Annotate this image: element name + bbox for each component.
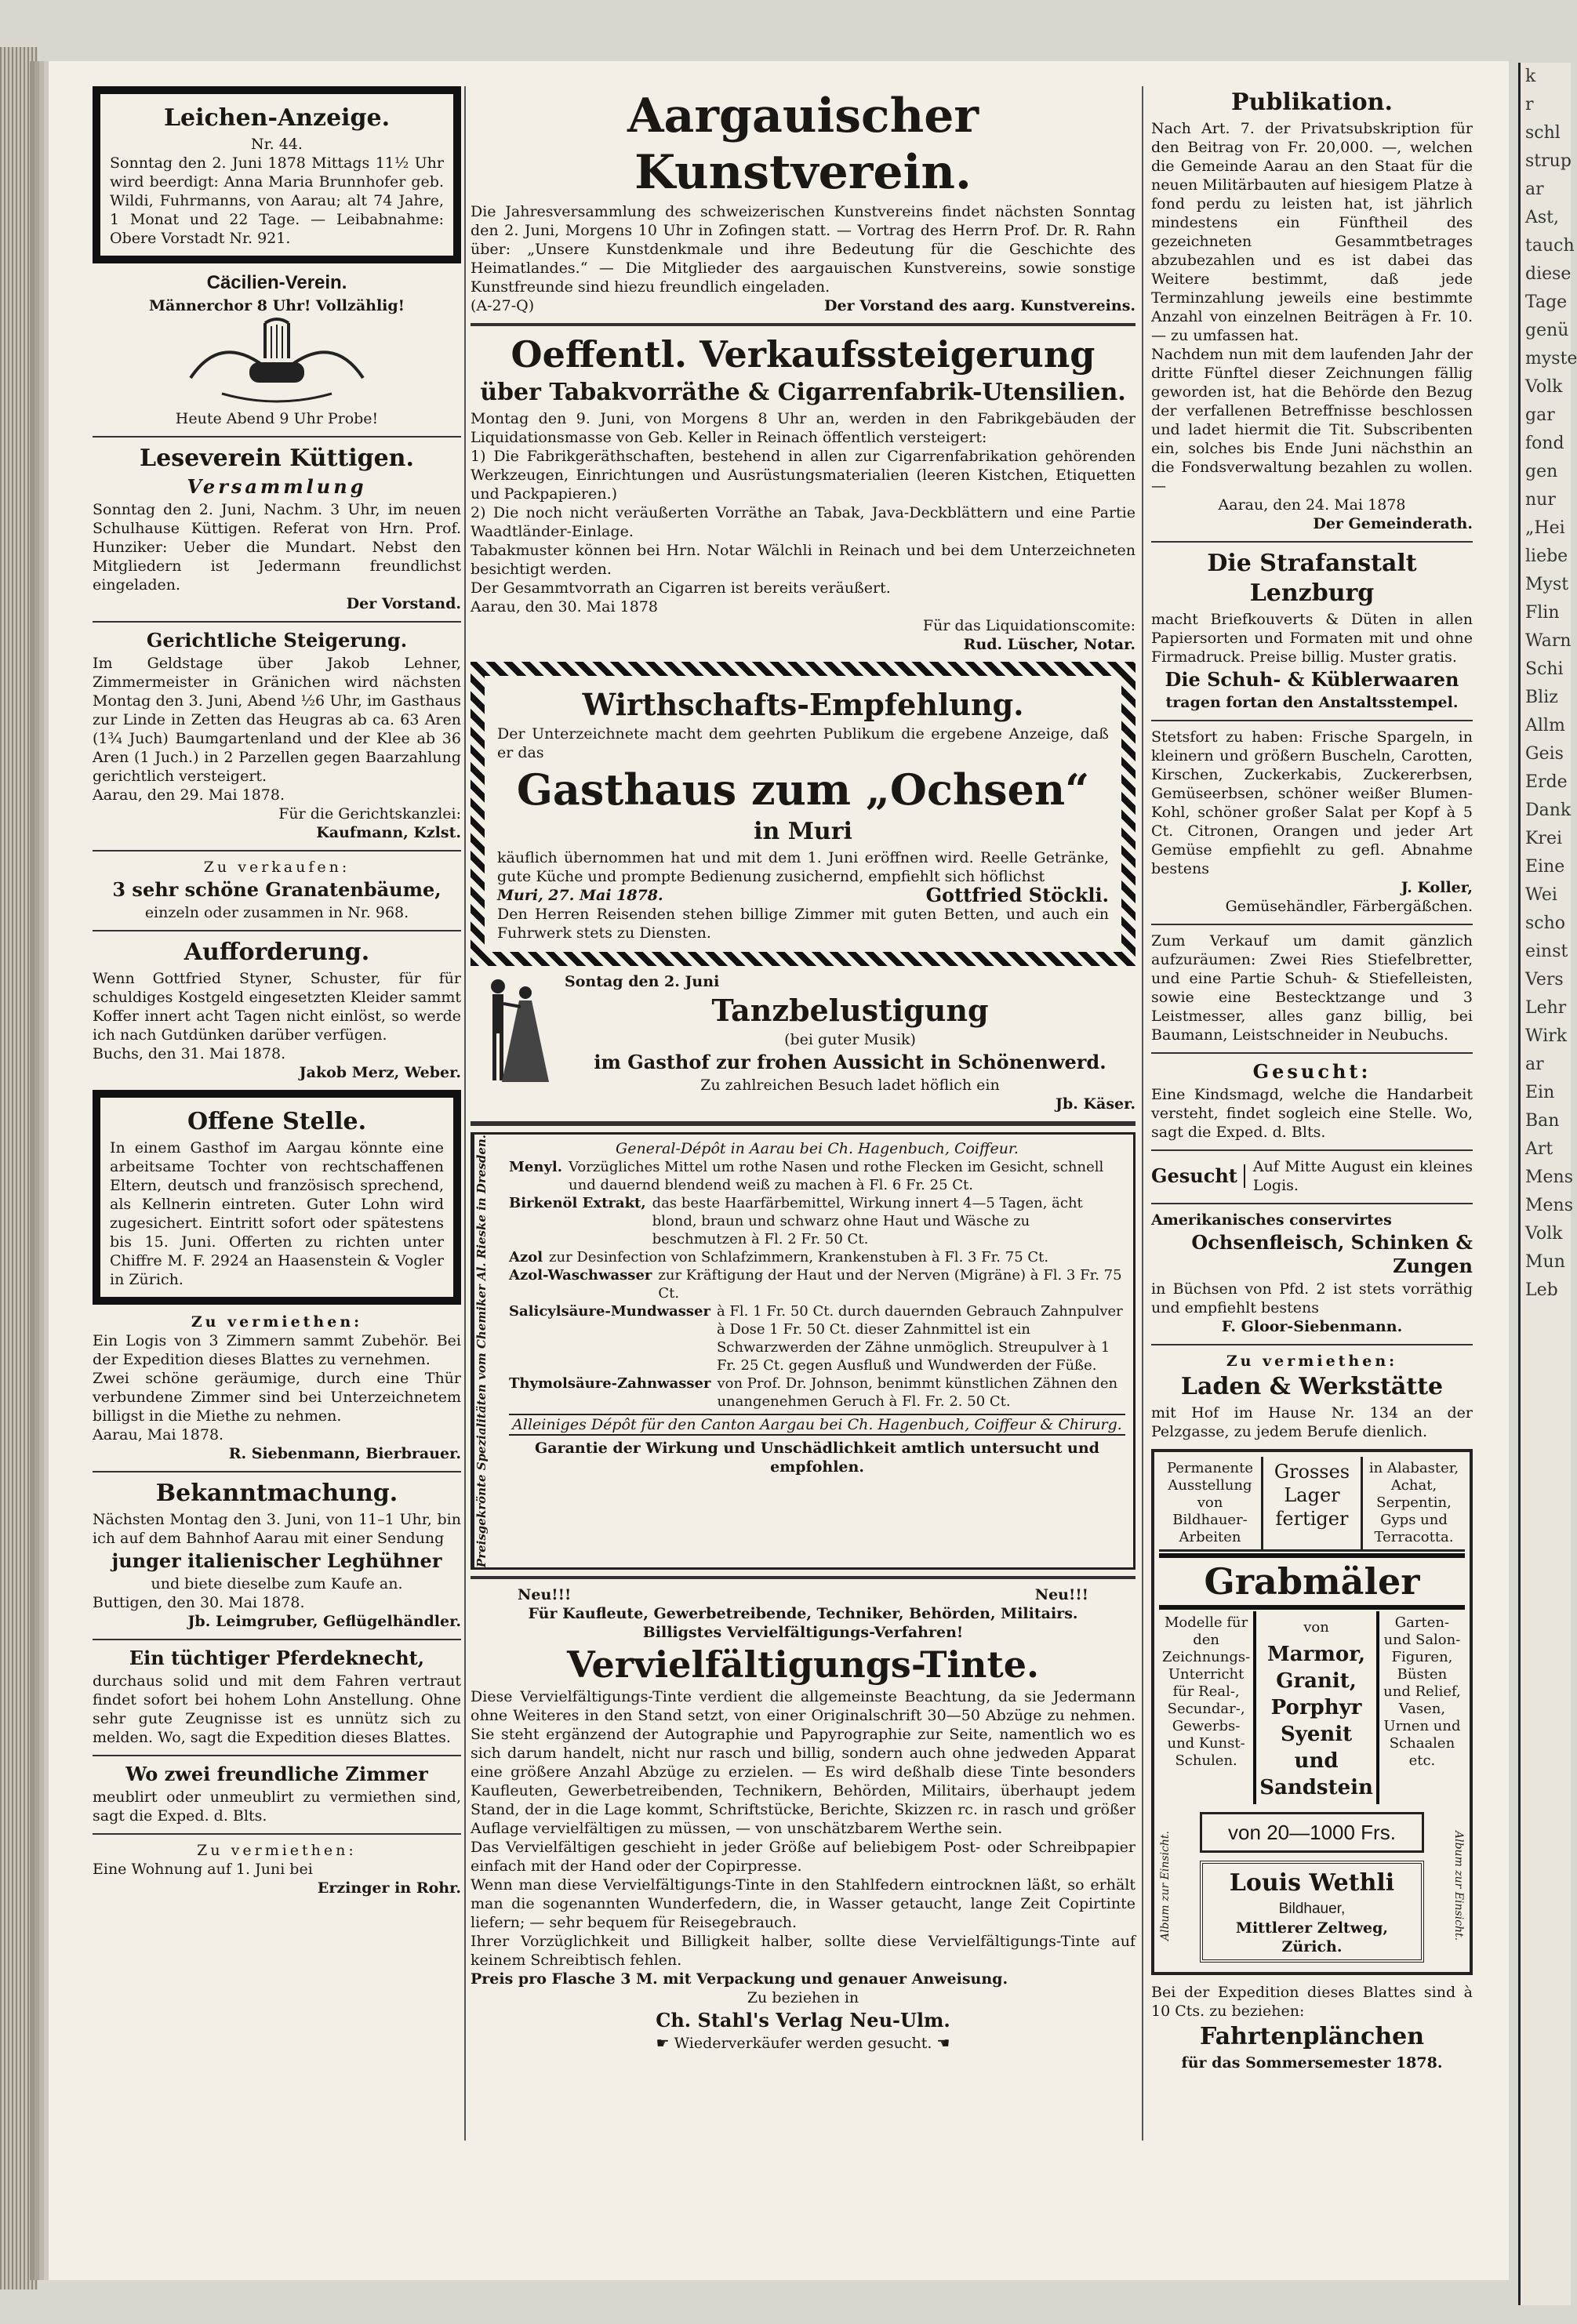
depot-item-name: Salicylsäure-Mundwasser [509, 1303, 710, 1320]
pointing-hand-icon: ☚ [932, 2035, 950, 2053]
depot-item [509, 1158, 1125, 1194]
grab-name: Louis Wethli [1229, 1869, 1395, 1897]
bekannt-mid: junger italienischer Leghühner [111, 1549, 442, 1572]
pferd-title: Ein tüchtiger Pferdeknecht, [129, 1647, 425, 1669]
tanz-pre: Sontag den 2. Juni [565, 973, 720, 990]
obituary-title: Leichen-Anzeige. [163, 104, 391, 132]
fahrplan-sub: für das Sommersemester 1878. [1181, 2054, 1443, 2072]
edge-fragment: ar [1525, 1055, 1544, 1074]
grab-addr: Mittlerer Zeltweg, Zürich. [1235, 1919, 1389, 1955]
caecilien-footer: Heute Abend 9 Uhr Probe! [175, 410, 379, 427]
edge-fragment: Volk [1525, 1224, 1563, 1244]
depot-item-name: Thymolsäure-Zahnwasser [509, 1375, 711, 1392]
leseverein-sub: Versammlung [187, 475, 367, 498]
depot-side-label: Preisgekrönte Spezialitäten vom Chemiker Al. Rieske in Dresden. [473, 1135, 501, 1567]
edge-fragment: Ban [1525, 1111, 1560, 1131]
depot-item-name: Azol [509, 1249, 543, 1265]
depot-item-name: Birkenöl Extrakt, [509, 1195, 646, 1211]
kindsmagd-ad [1151, 1060, 1473, 1142]
grab-title: Grabmäler [1159, 1553, 1465, 1610]
granat-pre: Zu verkaufen: [203, 859, 351, 876]
steigerung-sign1: Für die Gerichtskanzlei: [278, 805, 461, 822]
logis2-title: Gesucht [1151, 1164, 1245, 1188]
left-column [93, 86, 461, 1905]
laden-title: Laden & Werkstätte [1180, 1373, 1444, 1400]
grab-left: Modelle für den Zeichnungs-Unterricht für Real-, Secundar-, Gewerbs- und Kunst-Schulen. [1162, 1614, 1251, 1769]
edge-fragment: Geis [1525, 744, 1564, 764]
grab-top-mid: Grosses Lager fertiger [1261, 1457, 1363, 1549]
baumann-ad [1151, 931, 1473, 1044]
handshake-lyre-emblem-icon [93, 315, 461, 409]
fleisch-ad [1151, 1211, 1473, 1336]
logis-ad [93, 1313, 461, 1463]
grab-top-right: in Alabaster, Achat, Serpentin, Gyps und Terracotta. [1368, 1460, 1459, 1545]
grab-mid-pre: von [1303, 1619, 1329, 1636]
ochsen-text3: Den Herren Reisenden stehen billige Zimmer mit guten Betten, und auch ein Fuhrwerk stets zu Diensten. [497, 906, 1109, 942]
tinte-foot [471, 2034, 1136, 2053]
bekannt-title: Bekanntmachung. [155, 1480, 398, 1507]
wohnung-ad [93, 1841, 461, 1897]
steigerung-sign2: Kaufmann, Kzlst. [316, 824, 461, 841]
depot-item-text: zur Desinfection von Schlafzimmern, Krankenstuben à Fl. 3 Fr. 75 Ct. [549, 1249, 1049, 1265]
edge-fragment: Ast, [1525, 208, 1560, 227]
tinte-text4: Ihrer Vorzüglichkeit und Billigkeit halber, sollte diese Vervielfältigungs-Tinte auf keinem Schreibtisch fehlen. [471, 1933, 1136, 1970]
lenzburg-title: Die Strafanstalt Lenzburg [1207, 550, 1417, 607]
edge-fragment: Flin [1525, 603, 1560, 623]
logis-date: Aarau, Mai 1878. [93, 1426, 224, 1443]
publikation-text2: Nachdem nun mit dem laufenden Jahr der dritte Fünftel dieser Zeichnungen fällig geworden ist, hat die Behörde den Bezug der verfallenen Betreffnisse beschlossen und ladet hiermit die Tit. Subscribenten ein, solches bis Ende Juni nächsthin an die Fondsverwaltung bezahlen zu wollen. — [1151, 346, 1473, 495]
tinte-foot-text: Wiederverkäufer werden gesucht. [674, 2035, 932, 2053]
wohnung-pre: Zu vermiethen: [197, 1842, 357, 1859]
edge-fragment: Mens [1525, 1196, 1574, 1215]
kunstverein-text: Die Jahresversammlung des schweizerischen Kunstvereins findet nächsten Sonntag den 2. Juni, Morgens 10 Uhr in Zofingen statt. — Vortrag des Herrn Prof. Dr. R. Rahn über: „Unsere Kunstdenkmale und ihre Bedeutung für die Geschichte des Heimatlandes.“ — Die Mitglieder des aargauischen Kunstvereins, sowie sonstige Kunstfreunde sind hiezu freundlich eingeladen. [471, 203, 1136, 296]
schuh-title: Die Schuh- & Küblerwaaren [1165, 668, 1459, 691]
publikation-date: Aarau, den 24. Mai 1878 [1218, 496, 1406, 514]
tinte-price: Preis pro Flasche 3 M. mit Verpackung und genauer Anweisung. [471, 1970, 1008, 1988]
edge-fragment: einst [1525, 942, 1568, 961]
verkauf-title: Oeffentl. Verkaufssteigerung [511, 333, 1096, 376]
tanz-place: im Gasthof zur frohen Aussicht in Schönenwerd. [594, 1051, 1106, 1073]
kunstverein-sign: Der Vorstand des aarg. Kunstvereins. [824, 297, 1136, 314]
tanz-sub: (bei guter Musik) [784, 1031, 916, 1048]
dancing-couple-icon [471, 972, 557, 1090]
edge-fragment: Mun [1525, 1252, 1565, 1272]
bekannt-ad [93, 1479, 461, 1631]
edge-fragment: schl [1525, 123, 1561, 143]
caecilien-sub: Männerchor 8 Uhr! Vollzählig! [148, 297, 405, 314]
wohnung-sign: Erzinger in Rohr. [317, 1879, 461, 1897]
tinte-title: Vervielfältigungs-Tinte. [567, 1643, 1039, 1687]
edge-fragment: liebe [1525, 547, 1568, 566]
grab-mid [1253, 1611, 1379, 1804]
middle-column [471, 86, 1136, 2061]
edge-fragment: tauch [1525, 236, 1575, 256]
fleisch-title: Ochsenfleisch, Schinken & Zungen [1191, 1231, 1473, 1277]
tinte-text1: Diese Vervielfältigungs-Tinte verdient die allgemeinste Beachtung, da sie Jedermann ohne Weiteres in den Stand setzt, von einer Originalschrift 30—50 Abzüge zu nehmen. Sie steht ergänzend der Autographie und Papyrographie zur Seite, namentlich wo es sich darum handelt, nicht nur rasch und billig, sondern auch ohne jedweden Apparat eine größere Anzahl Abzüge zu erzielen. — Es wird deßhalb diese Tinte besonders Kaufleuten, Gewerbetreibenden, Technikern, Behörden, Militairs, überhaupt jedem Stand, der in die Lage kommt, Schriftstücke, Berichte, Skizzen rc. in rasch und größer Auflage vervielfältigen zu müssen, — von unschätzbarem Werthe sein. [471, 1688, 1136, 1838]
logis-text1: Ein Logis von 3 Zimmern sammt Zubehör. Bei der Expedition dieses Blattes zu vernehmen. [93, 1332, 461, 1368]
publikation-text: Nach Art. 7. der Privatsubskription für den Beitrag von Fr. 20,000. —, welchen die Gemeinde Aarau an den Staat für die neuen Militärbauten auf hiesigem Platze à fond perdu zu leisten hat, ist jährlich mindestens ein Fünftheil des gezeichneten Gesammtbetrages abzubezahlen und es ist dabei das Weitere bestimmt, daß jede Terminzahlung jeweils eine bestimmte Anzahl von einzelnen Beiträgen à Fr. 10. — zu umfassen hat. [1151, 120, 1473, 344]
depot-item-text: von Prof. Dr. Johnson, benimmt künstlichen Zähnen den unangenehmen Geruch à Fl. Fr. 2. 50 Ct. [717, 1375, 1118, 1410]
verkauf-text3: Der Gesammtvorrath an Cigarren ist bereits veräußert. [471, 579, 891, 597]
pferd-ad [93, 1647, 461, 1747]
leseverein-title: Leseverein Küttigen. [140, 445, 414, 472]
edge-fragment: myste [1525, 349, 1577, 369]
tinte-text3: Wenn man diese Vervielfältigungs-Tinte in den Stahlfedern eintrocknen läßt, so erhält man die sogenannten Wunderfedern, die, in Wasser getaucht, lange Zeit Copirtinte liefern; — sehr bequem für Reisegebrauch. [471, 1876, 1136, 1932]
edge-fragment: Eine [1525, 857, 1565, 877]
publikation-sign: Der Gemeinderath. [1313, 515, 1473, 532]
fahrplan-title: Fahrtenplänchen [1199, 2023, 1425, 2050]
kunstverein-title: Aargauischer Kunstverein. [627, 89, 979, 200]
pferd-text: durchaus solid und mit dem Fahren vertraut findet sofort bei hohem Lohn Anstellung. Ohne sehr gute Zeugnisse ist es unnütz sich zu melden. Wo, sagt die Expedition dieses Blattes. [93, 1672, 461, 1746]
edge-fragment: Art [1525, 1139, 1553, 1159]
logis-text2: Zwei schöne geräumige, durch eine Thür verbundene Zimmer sind bei Unterzeichnetem billigst in die Miethe zu nehmen. [93, 1370, 461, 1425]
edge-fragment: r [1525, 95, 1534, 114]
ochsen-sign: Gottfried Stöckli. [925, 884, 1109, 906]
steigerung-date: Aarau, den 29. Mai 1878. [93, 786, 285, 804]
ochsen-ad [471, 662, 1136, 966]
gemuese-sign2: Gemüsehändler, Färbergäßchen. [1225, 898, 1473, 915]
laden-pre: Zu vermiethen: [1226, 1353, 1398, 1370]
verkauf-date: Aarau, den 30. Mai 1878 [471, 598, 658, 615]
edge-fragment: scho [1525, 913, 1566, 933]
edge-fragment: Tage [1525, 292, 1568, 312]
edge-fragment: Volk [1525, 377, 1563, 397]
tinte-line1: Für Kaufleute, Gewerbetreibende, Techniker, Behörden, Militairs. [528, 1605, 1078, 1623]
verkauf-item1: 1) Die Fabrikgeräthschaften, bestehend in allen zur Cigarrenfabrikation gehörenden Werkzeugen, Einrichtungen und Ausrüstungsmaterialien (leeren Kistchen, Etiquetten und Packpapieren.) [471, 448, 1136, 503]
ochsen-date: Muri, 27. Mai 1878. [497, 887, 663, 904]
leseverein-sign: Der Vorstand. [346, 595, 461, 612]
obituary-number: Nr. 44. [251, 136, 303, 153]
edge-fragment: Myst [1525, 575, 1569, 594]
laden-text: mit Hof im Hause Nr. 134 an der Pelzgasse, zu jedem Berufe dienlich. [1151, 1404, 1473, 1440]
granat-ad [93, 858, 461, 922]
zimmer-title: Wo zwei freundliche Zimmer [125, 1763, 428, 1785]
fahrplan-ad [1151, 1983, 1473, 2072]
logis-sign: R. Siebenmann, Bierbrauer. [228, 1445, 461, 1462]
tinte-neu-right: Neu!!! [1034, 1586, 1088, 1604]
tanz-sign: Jb. Käser. [1056, 1095, 1136, 1113]
edge-fragment: Allm [1525, 716, 1565, 735]
verkauf-item2: 2) Die noch nicht veräußerten Vorräthe an Tabak, Java-Deckblättern und eine Partie Waadtländer-Einlage. [471, 504, 1136, 540]
edge-fragment: Wirk [1525, 1026, 1568, 1046]
logis-pre: Zu vermiethen: [191, 1313, 363, 1331]
edge-fragment: „Hei [1525, 518, 1565, 538]
edge-fragment: gar [1525, 405, 1555, 425]
aufforderung-text: Wenn Gottfried Styner, Schuster, für für schuldiges Kostgeld eingesetzten Kleider sammt Koffer innert acht Tagen nicht einlöst, so werde ich nach Gutdünken darüber verfügen. [93, 970, 461, 1044]
gemuese-sign: J. Koller, [1401, 879, 1473, 896]
ochsen-place: in Muri [754, 818, 852, 845]
obituary-notice [93, 86, 461, 263]
tanz-text: Zu zahlreichen Besuch ladet höflich ein [700, 1077, 1000, 1094]
obituary-text: Sonntag den 2. Juni 1878 Mittags 11½ Uhr wird beerdigt: Anna Maria Brunnhofer geb. Wildi, Fuhrmanns, von Aarau; alt 74 Jahre, 1 Monat und 22 Tage. — Leibabnahme: Obere Vorstadt Nr. 921. [110, 154, 444, 247]
bekannt-text: Nächsten Montag den 3. Juni, von 11–1 Uhr, bin ich auf dem Bahnhof Aarau mit einer Sendung [93, 1511, 461, 1547]
tinte-publisher: Ch. Stahl's Verlag Neu-Ulm. [656, 2009, 950, 2032]
grab-top-left: Permanente Ausstellung von Bildhauer-Arbeiten [1166, 1460, 1254, 1545]
depot-item [509, 1248, 1125, 1266]
edge-fragment: Mens [1525, 1167, 1574, 1187]
leseverein-text: Sonntag den 2. Juni, Nachm. 3 Uhr, im neuen Schulhause Küttigen. Referat von Hrn. Prof. Hunziker: Ueber die Mundart. Nebst den Mitgliedern ist Jedermann freundlichst eingeladen. [93, 501, 461, 594]
tinte-text2: Das Vervielfältigen geschieht in jeder Größe auf beliebigem Post- oder Schreibpapier einfach mit der Hand oder der Copirpresse. [471, 1839, 1136, 1876]
depot-garantie: Garantie der Wirkung und Unschädlichkeit amtlich untersucht und empfohlen. [535, 1440, 1099, 1476]
ochsen-text: Der Unterzeichnete macht dem geehrten Publikum die ergebene Anzeige, daß er das [497, 725, 1109, 761]
depot-ad [471, 1132, 1136, 1570]
grab-role: Bildhauer, [1278, 1901, 1346, 1917]
bekannt-text2: und biete dieselbe zum Kaufe an. [151, 1575, 403, 1592]
edge-fragment: Lehr [1525, 998, 1567, 1018]
wohnung-text: Eine Wohnung auf 1. Juni bei [93, 1861, 313, 1878]
edge-fragment: ar [1525, 180, 1544, 199]
depot-item-text: zur Kräftigung der Haut und der Nerven (Migräne) à Fl. 3 Fr. 75 Ct. [658, 1267, 1122, 1302]
edge-fragment: Schi [1525, 659, 1564, 679]
verkauf-ad [471, 332, 1136, 654]
fleisch-text: in Büchsen von Pfd. 2 ist stets vorräthig und empfiehlt bestens [1151, 1280, 1473, 1316]
kindsmagd-title: Gesucht: [1252, 1060, 1372, 1083]
edge-fragment: diese [1525, 264, 1572, 284]
aufforderung-sign: Jakob Merz, Weber. [299, 1064, 461, 1081]
lenzburg-ad [1151, 549, 1473, 712]
verkauf-text: Montag den 9. Juni, von Morgens 8 Uhr an, werden in den Fabrikgebäuden der Liquidationsmasse von Geb. Keller in Reinach öffentlich versteigert: [471, 410, 1136, 446]
edge-fragment: strup [1525, 151, 1572, 171]
tinte-ad [471, 1585, 1136, 2053]
edge-fragment: Vers [1525, 970, 1564, 990]
caecilien-title: Cäcilien-Verein. [206, 272, 347, 293]
verkauf-sign2: Rud. Lüscher, Notar. [963, 636, 1136, 653]
pointing-hand-icon: ☛ [656, 2035, 674, 2053]
kunstverein-ad [471, 88, 1136, 315]
kindsmagd-text: Eine Kindsmagd, welche die Handarbeit versteht, findet sogleich eine Stelle. Wo, sagt die Exped. d. Blts. [1151, 1086, 1473, 1141]
depot-item [509, 1266, 1125, 1302]
edge-fragment: nur [1525, 490, 1556, 510]
edge-fragment: Erde [1525, 772, 1568, 792]
edge-fragment: gen [1525, 462, 1558, 481]
column-rule [464, 86, 466, 2141]
right-column [1151, 86, 1473, 2080]
leseverein-ad [93, 444, 461, 613]
aufforderung-ad [93, 938, 461, 1082]
tinte-line2: Billigstes Vervielfältigungs-Verfahren! [642, 1624, 964, 1642]
edge-fragment: Bliz [1525, 688, 1558, 707]
bekannt-date: Buttigen, den 30. Mai 1878. [93, 1594, 305, 1611]
granat-text: einzeln oder zusammen in Nr. 968. [144, 904, 409, 921]
tanz-ad [471, 972, 1136, 1113]
schuh-sub: tragen fortan den Anstaltsstempel. [1165, 694, 1459, 711]
ochsen-title: Wirthschafts-Empfehlung. [582, 687, 1024, 722]
depot-item-text: Vorzügliches Mittel um rothe Nasen und rothe Flecken im Gesicht, schnell und dauernd blendend weiß zu machen à Fl. 6 Fr. 25 Ct. [569, 1159, 1104, 1193]
depot-items [509, 1158, 1125, 1411]
gemuese-ad [1151, 728, 1473, 916]
edge-fragment: Wei [1525, 885, 1557, 905]
edge-fragment: Warn [1525, 631, 1572, 651]
depot-item-text: à Fl. 1 Fr. 50 Ct. durch dauernden Gebrauch Zahnpulver à Dose 1 Fr. 50 Ct. dieser Zahnmittel ist ein Schwarzwerden der Zähne unmöglich. Streupulver à 1 Fr. 25 Ct. gegen Ausfluß und Wundwerden der Füße. [716, 1303, 1123, 1374]
column-rule [1142, 86, 1143, 2141]
ochsen-name: Gasthaus zum „Ochsen“ [516, 764, 1090, 815]
logis2-text: Auf Mitte August ein kleines Logis. [1252, 1158, 1473, 1194]
verkauf-text2: Tabakmuster können bei Hrn. Notar Wälchli in Reinach und bei dem Unterzeichneten besichtigt werden. [471, 542, 1136, 578]
fleisch-sign: F. Gloor-Siebenmann. [1221, 1318, 1403, 1335]
grab-mid-text: Marmor, Granit, Porphyr Syenit und Sandstein [1259, 1643, 1373, 1799]
laden-ad [1151, 1352, 1473, 1441]
depot-item-text: das beste Haarfärbemittel, Wirkung innert 4—5 Tagen, ächt blond, braun und schwarz ohne Haut und Wäsche zu beschmutzen à Fl. 2 Fr. 50 Ct. [652, 1195, 1083, 1247]
caecilien-ad [93, 271, 461, 428]
baumann-text: Zum Verkauf um damit gänzlich aufzuräumen: Zwei Ries Stiefelbretter, und eine Partie Schuh- & Stiefelleisten, sowie eine Bestecktzange und 3 Leistmesser, alles ganz billig, bei Baumann, Leistschneider in Neubuchs. [1151, 932, 1473, 1044]
kunstverein-code: (A-27-Q) [471, 297, 535, 314]
stelle-ad [93, 1090, 461, 1305]
zimmer-text: meublirt oder unmeublirt zu vermiethen sind, sagt die Exped. d. Blts. [93, 1788, 461, 1825]
book-edge-left [0, 47, 38, 2290]
stelle-title: Offene Stelle. [187, 1108, 367, 1135]
steigerung-ad [93, 629, 461, 842]
depot-item [509, 1194, 1125, 1248]
edge-fragment: genü [1525, 321, 1569, 340]
depot-foot: Alleiniges Dépôt für den Canton Aargau bei Ch. Hagenbuch, Coiffeur & Chirurg. [509, 1414, 1125, 1436]
grab-side-left: Album zur Einsicht. [1159, 1830, 1172, 1941]
edge-fragment: Ein [1525, 1083, 1555, 1102]
bekannt-sign: Jb. Leimgruber, Geflügelhändler. [187, 1613, 461, 1630]
logis2-ad [1151, 1157, 1473, 1195]
grab-right: Garten- und Salon-Figuren, Büsten und Relief, Vasen, Urnen und Schaalen etc. [1383, 1614, 1461, 1769]
edge-fragment: Krei [1525, 829, 1563, 848]
ochsen-text2: käuflich übernommen hat und mit dem 1. Juni eröffnen wird. Reelle Getränke, gute Küche und prompte Bedienung zusichernd, empfiehlt sich höflichst [497, 849, 1109, 885]
wethli-box [1200, 1861, 1424, 1963]
fahrplan-text: Bei der Expedition dieses Blattes sind à 10 Cts. zu beziehen: [1151, 1984, 1473, 2020]
verkauf-sign1: Für das Liquidationscomite: [922, 617, 1136, 634]
depot-item-name: Azol-Waschwasser [509, 1267, 652, 1284]
tanz-title: Tanzbelustigung [711, 993, 989, 1028]
depot-item [509, 1302, 1125, 1374]
grab-side-right: Album zur Einsicht. [1452, 1830, 1465, 1941]
aufforderung-title: Aufforderung. [183, 939, 370, 966]
next-page-edge [1518, 63, 1577, 2305]
publikation-ad [1151, 88, 1473, 533]
fleisch-pre: Amerikanisches conservirtes [1151, 1211, 1392, 1229]
steigerung-title: Gerichtliche Steigerung. [146, 629, 408, 652]
granat-title: 3 sehr schöne Granatenbäume, [112, 878, 441, 901]
verkauf-sub: über Tabakvorräthe & Cigarrenfabrik-Utensilien. [480, 379, 1126, 406]
grab-price: von 20—1000 Frs. [1200, 1812, 1424, 1853]
steigerung-text: Im Geldstage über Jakob Lehner, Zimmermeister in Gränichen wird nächsten Montag den 3. Juni, Abend ½6 Uhr, im Gasthaus zur Linde in Zetten das Heugras ab ca. 63 Aren (1¾ Juch) Baumgartenland und der Klee ab 36 Aren (1 Juch.) in 2 Parzellen gegen Baarzahlung gerichtlich versteigert. [93, 655, 461, 785]
depot-item [509, 1374, 1125, 1411]
zimmer-ad [93, 1763, 461, 1825]
edge-fragment: fond [1525, 434, 1564, 453]
edge-fragment: Leb [1525, 1280, 1558, 1300]
depot-item-name: Menyl. [509, 1159, 563, 1175]
lenzburg-text: macht Briefkouverts & Düten in allen Papiersorten und Formaten mit und ohne Firmadruck. Preise billig. Muster gratis. [1151, 611, 1473, 666]
tinte-pre: Zu beziehen in [747, 1989, 859, 2007]
gemuese-text: Stetsfort zu haben: Frische Spargeln, in kleinern und größern Buscheln, Carotten, Kirschen, Zuckerkabis, Zuckererbsen, Gemüseerbsen, schöner weißer Blumen-Kohl, schöner großer Salat per Kopf à 5 Ct. Citronen, Orangen und jeder Art Gemüse empfiehlt zu gefl. Abnahme bestens [1151, 728, 1473, 877]
stelle-text: In einem Gasthof im Aargau könnte eine arbeitsame Tochter von rechtschaffenen Eltern, deutsch und französisch sprechend, als Kellnerin eintreten. Guter Lohn wird zugesichert. Eintritt sofort oder spätestens bis 15. Juni. Offerten zu richten unter Chiffre M. F. 2924 an Haasenstein & Vogler in Zürich. [110, 1139, 444, 1288]
tinte-neu-left: Neu!!! [518, 1586, 572, 1604]
depot-head: General-Dépôt in Aarau bei Ch. Hagenbuch, Coiffeur. [616, 1140, 1019, 1157]
edge-fragment: Dank [1525, 801, 1572, 820]
publikation-title: Publikation. [1231, 89, 1393, 116]
aufforderung-date: Buchs, den 31. Mai 1878. [93, 1045, 286, 1062]
edge-fragment: k [1525, 67, 1536, 86]
grabmaeler-ad [1151, 1449, 1473, 1975]
